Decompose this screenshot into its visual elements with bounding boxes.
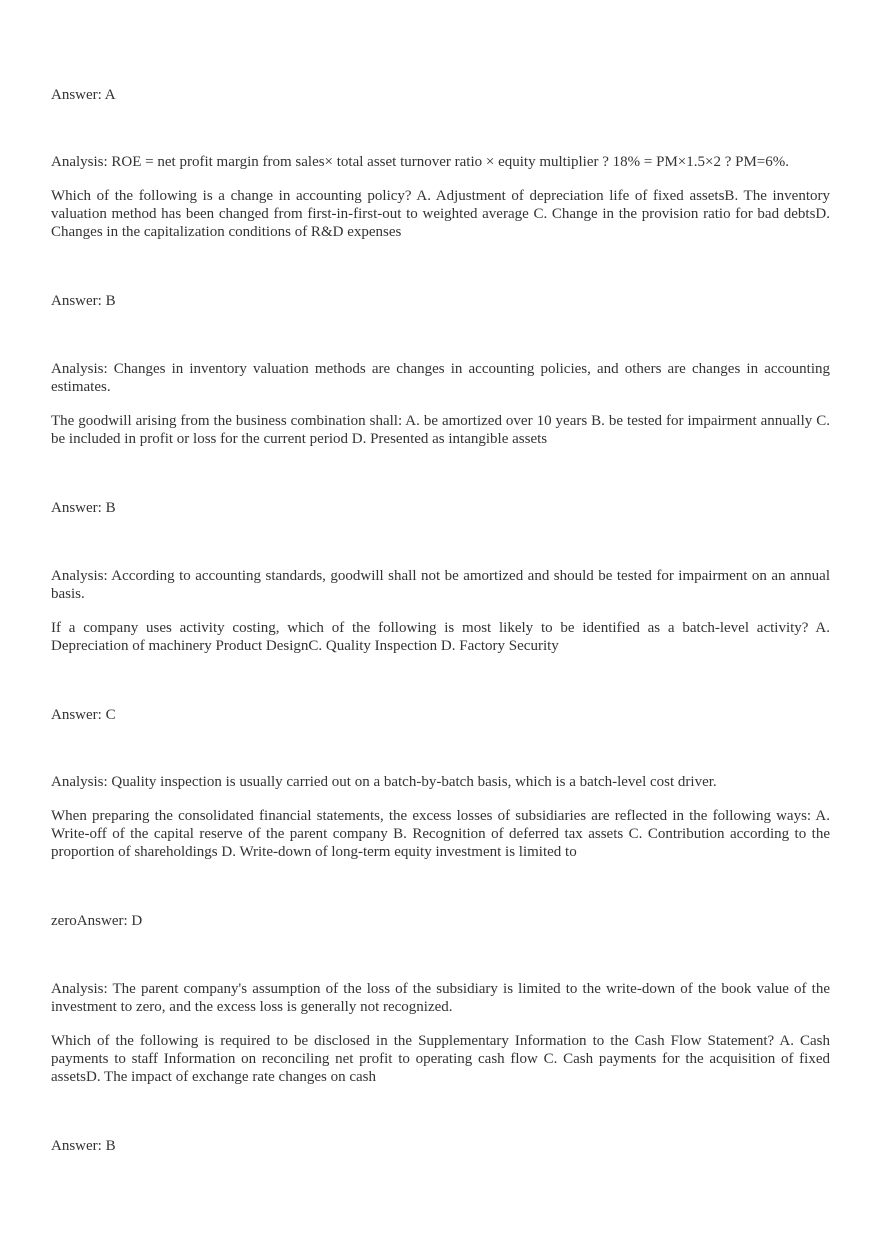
question-paragraph: Which of the following is required to be disclosed in the Supplementary Information to the Cash Flow Statement? A. Cash payments to staff Information on reconciling net profit to operating cash flow C. Cash payments for the acquisition of fixed assetsD. The impact of exchange rate changes on cash xyxy=(51,1033,830,1085)
analysis-paragraph: Analysis: ROE = net profit margin from sales× total asset turnover ratio × equity multiplier ? 18% = PM×1.5×2 ? PM=6%. xyxy=(51,154,790,170)
answer-line: Answer: B xyxy=(51,500,116,516)
analysis-paragraph: Analysis: The parent company's assumption of the loss of the subsidiary is limited to the write-down of the book value of the investment to zero, and the excess loss is generally not recognized. xyxy=(51,981,830,1015)
question-paragraph: Which of the following is a change in accounting policy? A. Adjustment of depreciation life of fixed assetsB. The inventory valuation method has been changed from first-in-first-out to weighted average C. Change in the provision ratio for bad debtsD. Changes in the capitalization conditions of R&D expenses xyxy=(51,188,830,240)
answer-line: Answer: C xyxy=(51,707,116,723)
question-paragraph: When preparing the consolidated financial statements, the excess losses of subsidiaries are reflected in the following ways: A. Write-off of the capital reserve of the parent company B. Recognition of deferred tax assets C. Contribution according to the proportion of shareholdings D. Write-down of long-term equity investment is limited to xyxy=(51,808,830,860)
analysis-paragraph: Analysis: Changes in inventory valuation methods are changes in accounting policies, and others are changes in accounting estimates. xyxy=(51,361,830,395)
analysis-paragraph: Analysis: Quality inspection is usually carried out on a batch-by-batch basis, which is a batch-level cost driver. xyxy=(51,774,717,790)
answer-line: zeroAnswer: D xyxy=(51,913,143,929)
answer-line: Answer: B xyxy=(51,293,116,309)
analysis-paragraph: Analysis: According to accounting standards, goodwill shall not be amortized and should be tested for impairment on an annual basis. xyxy=(51,568,830,602)
answer-line: Answer: A xyxy=(51,87,116,103)
question-paragraph: If a company uses activity costing, which of the following is most likely to be identified as a batch-level activity? A. Depreciation of machinery Product DesignC. Quality Inspection D. Factory Security xyxy=(51,620,830,654)
answer-line: Answer: B xyxy=(51,1138,116,1154)
question-paragraph: The goodwill arising from the business combination shall: A. be amortized over 10 years B. be tested for impairment annually C. be included in profit or loss for the current period D. Presented as intangible assets xyxy=(51,413,830,447)
